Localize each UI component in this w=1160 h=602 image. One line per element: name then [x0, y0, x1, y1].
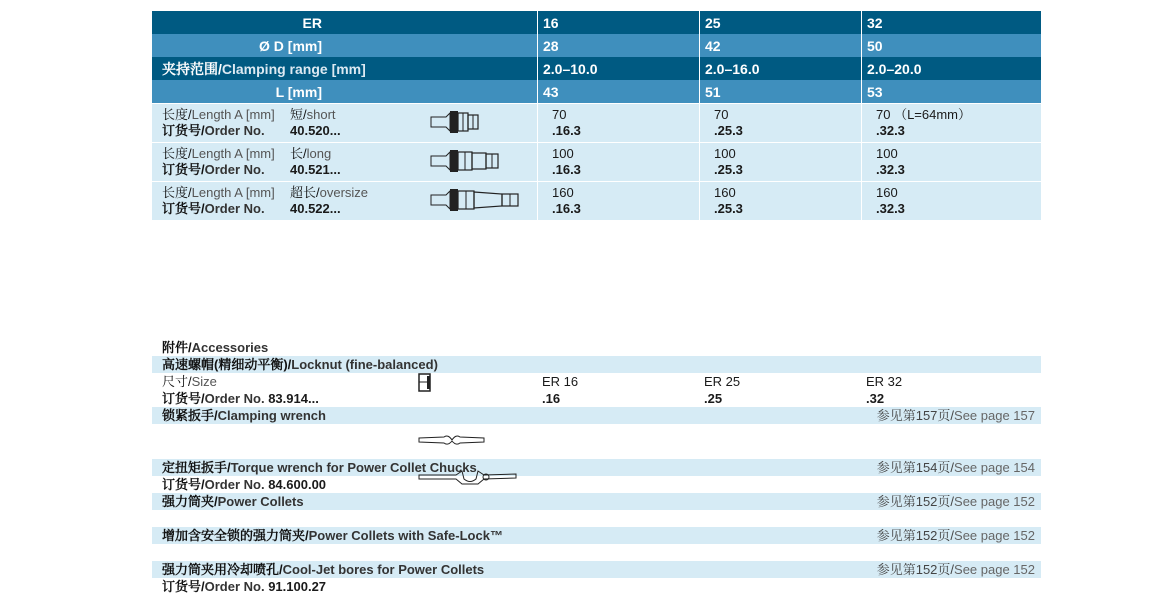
order-suffix: .32.3 [876, 162, 905, 177]
er-value: 32 [861, 11, 1039, 34]
row-label [152, 182, 537, 220]
length-value: 100 [552, 146, 574, 161]
torque-wrench-icon [418, 469, 518, 487]
collets-title-cn: 强力筒夹/ [162, 494, 218, 509]
long-chuck-icon [430, 147, 510, 175]
order-en: Order No. [204, 123, 265, 138]
size-label-cn: 尺寸/ [162, 374, 192, 389]
order-suffix: .25.3 [714, 201, 743, 216]
order-en: Order No. [204, 477, 269, 492]
diameter-value: 42 [699, 34, 861, 57]
spacer [152, 544, 1041, 561]
locknut-code: .32 [866, 391, 885, 406]
order-cn: 订货号/ [162, 123, 205, 138]
ref-en: See page 152 [954, 562, 1035, 577]
cell [537, 182, 699, 220]
length-en: Length A [mm] [191, 146, 275, 161]
length-cn: 长度/ [162, 146, 192, 161]
length-value: 160 [552, 185, 574, 200]
accessories-title [152, 339, 1041, 356]
collets-title [152, 493, 1041, 510]
length-value: 70 （L=64mm） [876, 107, 972, 122]
spacer [152, 510, 1041, 527]
locknut-size: ER 32 [866, 374, 903, 389]
length-value: 100 [714, 146, 736, 161]
cooljet-title-en: Cool-Jet bores for Power Collets [282, 562, 485, 577]
order-en: Order No. [204, 579, 269, 594]
order-cn: 订货号/ [162, 391, 205, 406]
locknut-order-row [152, 390, 1041, 407]
ref-en: See page 154 [954, 460, 1035, 475]
order-cn: 订货号/ [162, 162, 205, 177]
clamping-label [152, 59, 537, 79]
header-row-length [152, 80, 1041, 103]
type-en: long [306, 146, 332, 161]
length-value: 70 [714, 107, 729, 122]
cell [699, 182, 861, 220]
length-cn: 长度/ [162, 185, 192, 200]
order-number: 84.600.00 [268, 477, 327, 492]
length-value: 70 [552, 107, 567, 122]
header-row-diameter [152, 34, 1041, 57]
er-label: ER [302, 14, 322, 31]
type-en: oversize [319, 185, 369, 200]
cell [537, 143, 699, 181]
ref-cn: 参见第152页/ [876, 494, 955, 509]
torque-title-cn: 定扭矩扳手/ [162, 460, 231, 475]
ref-en: See page 152 [954, 528, 1035, 543]
torque-order-row [152, 476, 1041, 493]
order-en: Order No. [204, 162, 265, 177]
order-en: Order No. [204, 391, 269, 406]
locknut-size: ER 16 [542, 374, 579, 389]
locknut-size-row [152, 373, 1041, 390]
clamping-value: 2.0–10.0 [537, 57, 699, 80]
spec-table [152, 11, 1041, 220]
cell [699, 143, 861, 181]
length-cn: 长度/ [162, 107, 192, 122]
locknut-title-cn: 高速螺帽(精细动平衡)/ [162, 357, 292, 372]
locknut-title-en: Locknut (fine-balanced) [291, 357, 438, 372]
accessories-title-cn: 附件/ [162, 340, 192, 355]
header-row-clamping [152, 57, 1041, 80]
order-suffix: .25.3 [714, 162, 743, 177]
page-reference [877, 493, 1035, 510]
order-number: 83.914... [268, 391, 319, 406]
diameter-value: 50 [861, 34, 1039, 57]
diameter-label: Ø D [mm] [259, 37, 322, 54]
accessories-title-en: Accessories [191, 340, 269, 355]
locknut-code: .16 [542, 391, 561, 406]
clamping-value: 2.0–16.0 [699, 57, 861, 80]
clamping-value: 2.0–20.0 [861, 57, 1039, 80]
order-cn: 订货号/ [162, 579, 205, 594]
order-suffix: .32.3 [876, 201, 905, 216]
clamping-wrench-icon [418, 433, 486, 447]
length-value: 160 [714, 185, 736, 200]
ref-cn: 参见第152页/ [876, 528, 955, 543]
order-suffix: .32.3 [876, 123, 905, 138]
table-row [152, 142, 1041, 181]
length-label: L [mm] [275, 83, 322, 100]
short-chuck-icon [430, 108, 490, 136]
torque-title-en: Torque wrench for Power Collet Chucks [230, 460, 477, 475]
ref-en: See page 157 [954, 408, 1035, 423]
clamping-label-en: Clamping range [mm] [221, 60, 366, 77]
type-cn: 短/ [290, 107, 307, 122]
safelock-title [152, 527, 1041, 544]
order-number: 40.522... [290, 201, 341, 216]
cooljet-title-cn: 强力筒夹用冷却喷孔/ [162, 562, 283, 577]
er-value: 25 [699, 11, 861, 34]
torque-title [152, 459, 1041, 476]
length-en: Length A [mm] [191, 107, 275, 122]
diameter-value: 28 [537, 34, 699, 57]
order-suffix: .16.3 [552, 201, 581, 216]
order-cn: 订货号/ [162, 477, 205, 492]
cell [861, 182, 1039, 220]
accessories-section [152, 339, 1041, 595]
cooljet-order-row [152, 578, 1041, 595]
page-reference [877, 527, 1035, 544]
locknut-code: .25 [704, 391, 723, 406]
header-row-er [152, 11, 1041, 34]
length-value: 160 [876, 185, 898, 200]
page-reference [877, 407, 1035, 424]
ref-en: See page 152 [954, 494, 1035, 509]
length-value: 43 [537, 80, 699, 103]
table-row [152, 103, 1041, 142]
order-en: Order No. [204, 201, 265, 216]
collets-title-en: Power Collets [217, 494, 304, 509]
type-cn: 超长/ [290, 185, 320, 200]
wrench-title-cn: 锁紧扳手/ [162, 408, 218, 423]
length-value: 100 [876, 146, 898, 161]
table-row [152, 181, 1041, 220]
ref-cn: 参见第152页/ [876, 562, 955, 577]
clamping-label-cn: 夹持范围/ [162, 60, 222, 77]
locknut-title [152, 356, 1041, 373]
oversize-chuck-icon [430, 186, 530, 214]
type-en: short [306, 107, 336, 122]
length-value: 53 [861, 80, 1039, 103]
row-label [152, 104, 537, 142]
safelock-title-en: Power Collets with Safe-Lock™ [308, 528, 503, 543]
cooljet-title [152, 561, 1041, 578]
er-value: 16 [537, 11, 699, 34]
page-reference [877, 459, 1035, 476]
order-number: 40.520... [290, 123, 341, 138]
cell [699, 104, 861, 142]
wrench-title [152, 407, 1041, 424]
order-cn: 订货号/ [162, 201, 205, 216]
cell [861, 143, 1039, 181]
order-number: 91.100.27 [268, 579, 327, 594]
wrench-image-row [152, 424, 1041, 459]
length-value: 51 [699, 80, 861, 103]
length-en: Length A [mm] [191, 185, 275, 200]
locknut-size: ER 25 [704, 374, 741, 389]
order-suffix: .16.3 [552, 162, 581, 177]
safelock-title-cn: 增加含安全锁的强力筒夹/ [162, 528, 309, 543]
order-suffix: .16.3 [552, 123, 581, 138]
row-label [152, 143, 537, 181]
cell [861, 104, 1039, 142]
order-number: 40.521... [290, 162, 341, 177]
page-reference [877, 561, 1035, 578]
cell [537, 104, 699, 142]
ref-cn: 参见第157页/ [876, 408, 955, 423]
size-label-en: Size [191, 374, 217, 389]
ref-cn: 参见第154页/ [876, 460, 955, 475]
wrench-title-en: Clamping wrench [217, 408, 326, 423]
type-cn: 长/ [290, 146, 307, 161]
order-suffix: .25.3 [714, 123, 743, 138]
